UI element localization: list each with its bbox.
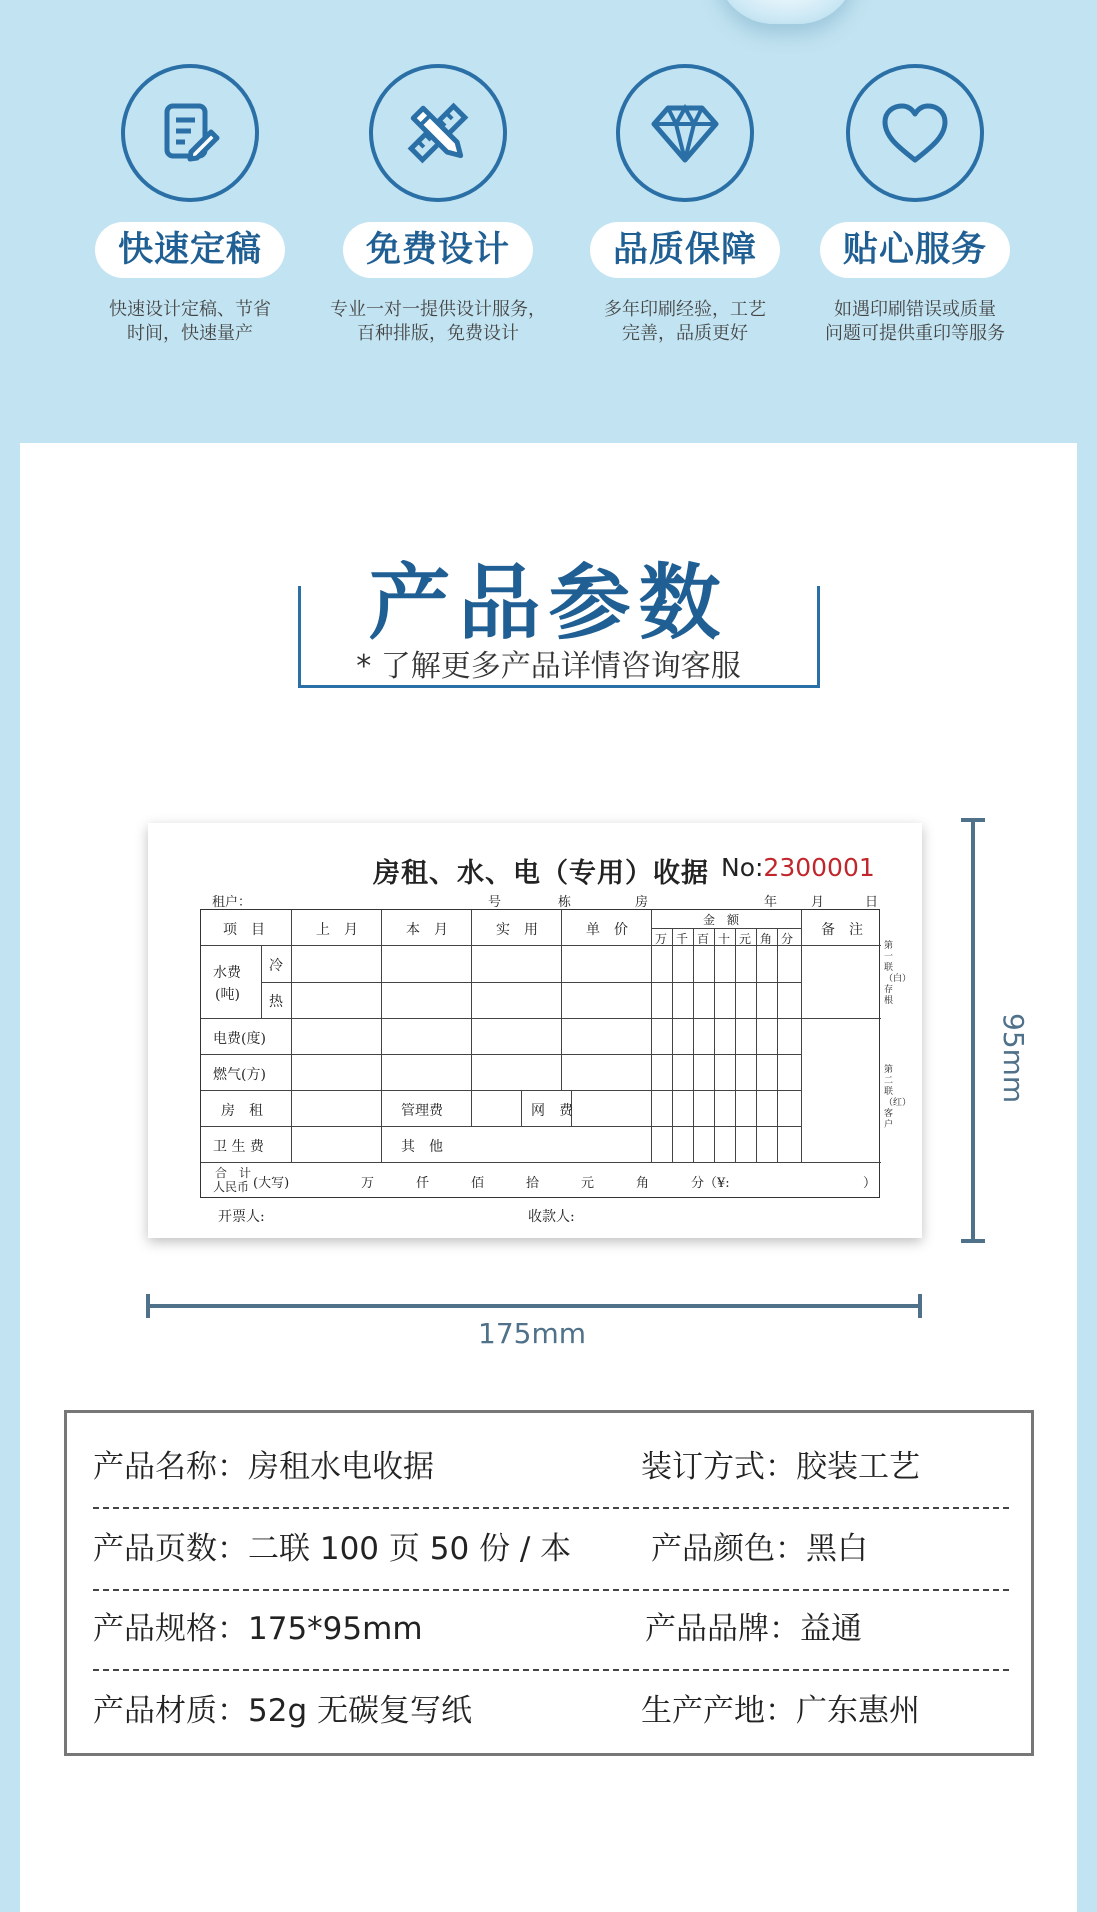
row-hot: 热 xyxy=(269,994,283,1010)
caps-label: (大写) xyxy=(253,1176,290,1191)
feature-desc: 如遇印刷错误或质量 问题可提供重印等服务 xyxy=(825,299,1005,344)
spec-binding: 装订方式：胶装工艺 xyxy=(641,1449,920,1485)
spec-color: 产品颜色：黑白 xyxy=(651,1531,868,1567)
spec-brand: 产品品牌：益通 xyxy=(645,1611,862,1647)
width-cap-left xyxy=(146,1294,150,1318)
row-water: 水费 xyxy=(213,965,241,981)
header-actual: 实 用 xyxy=(496,922,538,938)
height-label: 95mm xyxy=(997,1013,1030,1104)
spec-pages: 产品页数：二联 100 页 50 份 / 本 xyxy=(93,1531,572,1567)
height-cap-top xyxy=(961,818,985,822)
unit-wan: 万 xyxy=(361,1176,375,1191)
feature-quick-finalize xyxy=(70,64,310,346)
dong-label: 栋 xyxy=(558,895,572,910)
feature-label: 快速定稿 xyxy=(95,222,285,278)
digit-fen: 分 xyxy=(781,932,794,946)
feature-free-design xyxy=(318,64,558,346)
feature-quality xyxy=(565,64,805,346)
header-price: 单 价 xyxy=(586,922,628,938)
row-electricity: 电费(度) xyxy=(213,1031,266,1047)
feature-label: 品质保障 xyxy=(590,222,780,278)
rmb-label: 人民币 xyxy=(213,1180,250,1194)
heart-icon xyxy=(846,64,984,202)
spec-material: 产品材质：52g 无碳复写纸 xyxy=(93,1693,472,1729)
row-gas: 燃气(方) xyxy=(213,1067,266,1083)
feature-strip xyxy=(0,64,1097,354)
spec-row xyxy=(93,1663,1009,1745)
digit-wan: 万 xyxy=(655,932,668,946)
tenant-label: 租户： xyxy=(212,895,252,910)
payee-label: 收款人: xyxy=(528,1209,575,1225)
specs-table xyxy=(64,1410,1034,1756)
section-subtitle: * 了解更多产品详情咨询客服 xyxy=(356,649,741,684)
pencil-ruler-icon xyxy=(369,64,507,202)
width-cap-right xyxy=(918,1294,922,1318)
unit-qian: 仟 xyxy=(416,1176,430,1191)
spec-row xyxy=(93,1581,1009,1663)
header-amount: 金 额 xyxy=(703,913,740,927)
decorative-ball xyxy=(716,0,856,24)
feature-label: 贴心服务 xyxy=(820,222,1010,278)
document-edit-icon xyxy=(121,64,259,202)
digit-jiao: 角 xyxy=(760,932,773,946)
height-dimension-line xyxy=(971,820,975,1241)
digit-qian: 千 xyxy=(676,932,689,946)
month-label: 月 xyxy=(811,895,825,910)
day-label: 日 xyxy=(865,895,879,910)
row-rent: 房 租 xyxy=(221,1103,263,1119)
section-title: 产品参数 xyxy=(368,556,729,651)
header-this-month: 本 月 xyxy=(406,922,448,938)
row-cold: 冷 xyxy=(269,958,283,974)
digit-yuan: 元 xyxy=(739,932,752,946)
width-dimension-line xyxy=(148,1304,922,1308)
feature-service xyxy=(795,64,1035,346)
total-label: 合 计 xyxy=(215,1166,252,1180)
receipt-table xyxy=(200,909,880,1198)
unit-close: ） xyxy=(863,1176,877,1191)
side-copy-1: 第一联（白）存根 xyxy=(884,941,912,1006)
unit-bai: 佰 xyxy=(471,1176,485,1191)
feature-desc: 专业一对一提供设计服务， 百种排版，免费设计 xyxy=(330,299,546,344)
spec-size: 产品规格：175*95mm xyxy=(93,1611,423,1647)
issuer-label: 开票人: xyxy=(218,1209,265,1225)
feature-desc: 多年印刷经验，工艺 完善，品质更好 xyxy=(604,299,766,344)
digit-bai: 百 xyxy=(697,932,710,946)
unit-shi: 拾 xyxy=(526,1176,540,1191)
unit-jiao: 角 xyxy=(636,1176,650,1191)
side-copy-2: 第二联（红）客户 xyxy=(884,1065,912,1130)
unit-fen: 分（¥: xyxy=(691,1176,730,1191)
product-params-card xyxy=(20,443,1077,1912)
year-label: 年 xyxy=(764,895,778,910)
feature-label: 免费设计 xyxy=(343,222,533,278)
spec-origin: 生产产地：广东惠州 xyxy=(641,1693,920,1729)
receipt-number: No:2300001 xyxy=(721,853,875,882)
spec-row xyxy=(93,1501,1009,1583)
row-sanitation: 卫 生 费 xyxy=(213,1139,264,1155)
spec-row xyxy=(93,1419,1009,1501)
digit-shi: 十 xyxy=(718,932,731,946)
receipt-sample-image xyxy=(148,823,922,1238)
width-label: 175mm xyxy=(478,1317,586,1350)
spec-product-name: 产品名称：房租水电收据 xyxy=(93,1449,434,1485)
row-management: 管理费 xyxy=(401,1103,443,1119)
hao-label: 号 xyxy=(488,895,502,910)
row-other: 其 他 xyxy=(401,1139,443,1155)
header-last-month: 上 月 xyxy=(316,922,358,938)
height-cap-bottom xyxy=(961,1239,985,1243)
row-water-unit: (吨) xyxy=(215,987,240,1003)
fang-label: 房 xyxy=(635,895,649,910)
header-item: 项 目 xyxy=(223,922,265,938)
diamond-icon xyxy=(616,64,754,202)
receipt-title: 房租、水、电（专用）收据 xyxy=(373,858,709,889)
feature-desc: 快速设计定稿、节省 时间，快速量产 xyxy=(109,299,271,344)
row-internet: 网 费 xyxy=(531,1103,573,1119)
unit-yuan: 元 xyxy=(581,1176,595,1191)
header-remark: 备 注 xyxy=(821,922,863,938)
